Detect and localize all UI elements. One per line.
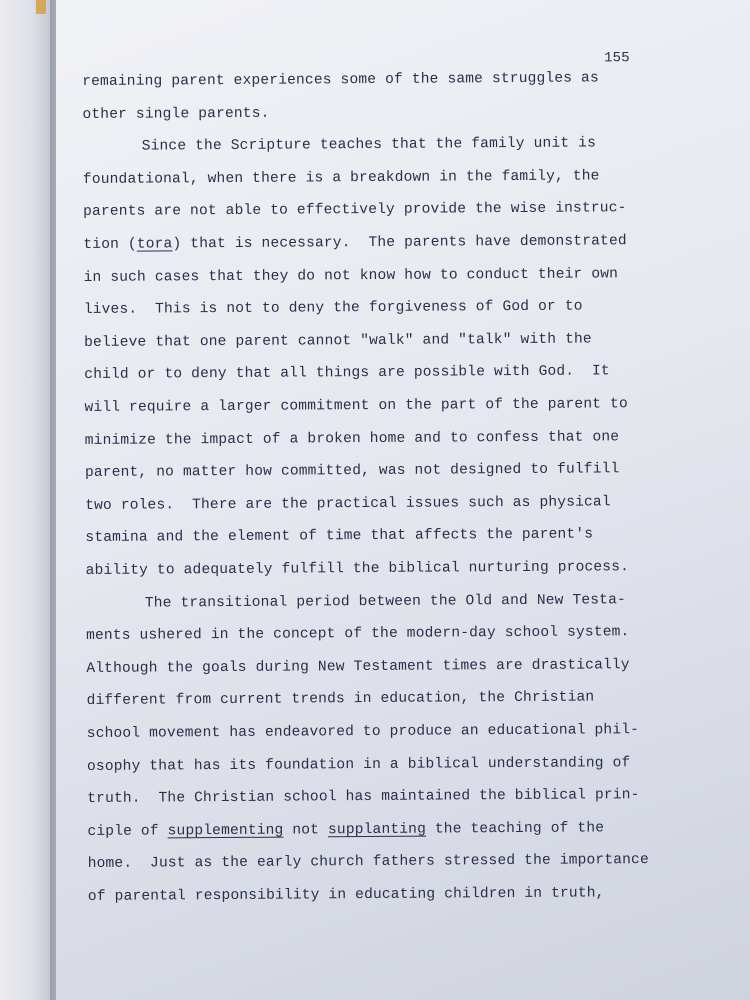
- text-line: home. Just as the early church fathers stressed the importance: [87, 852, 649, 873]
- text-line: foundational, when there is a breakdown in the family, the: [82, 168, 600, 188]
- page-tab-mark: [36, 0, 46, 14]
- text-segment: ciple of: [87, 823, 168, 840]
- text-line: different from current trends in education, the Christian: [86, 689, 595, 710]
- text-line: ability to adequately fulfill the biblical nurturing process.: [85, 559, 630, 579]
- text-segment: ) that is necessary. The parents have demonstrated: [172, 233, 627, 253]
- text-segment: not: [283, 822, 329, 839]
- text-line: [87, 818, 604, 842]
- text-line: osophy that has its foundation in a biblical understanding of: [86, 754, 631, 775]
- text-segment: tion (: [83, 236, 137, 253]
- text-line: The transitional period between the Old and New Testa-: [144, 591, 626, 612]
- text-line: truth. The Christian school has maintained the biblical prin-: [87, 787, 640, 808]
- text-line: will require a larger commitment on the part of the parent to: [84, 396, 628, 416]
- text-line: of parental responsibility in educating children in truth,: [87, 885, 605, 905]
- text-line: minimize the impact of a broken home and to confess that one: [84, 428, 620, 449]
- text-line: Although the goals during New Testament times are drastically: [86, 656, 630, 677]
- text-line: other single parents.: [82, 105, 270, 123]
- text-line: two roles. There are the practical issues such as physical: [85, 494, 611, 514]
- text-line: child or to deny that all things are possible with God. It: [84, 363, 610, 384]
- text-line: ments ushered in the concept of the modern-day school system.: [86, 624, 630, 645]
- text-line: Since the Scripture teaches that the family unit is: [141, 135, 597, 155]
- text-line: school movement has endeavored to produce an educational phil-: [86, 722, 640, 742]
- text-line: lives. This is not to deny the forgiveness of God or to: [83, 298, 583, 319]
- text-line: stamina and the element of time that affects the parent's: [85, 526, 594, 547]
- underlined-term: tora: [136, 236, 173, 253]
- text-line: parents are not able to effectively provide the wise instruc-: [83, 200, 627, 221]
- text-line: in such cases that they do not know how to conduct their own: [83, 265, 619, 286]
- underlined-term: supplanting: [327, 821, 427, 839]
- text-line: [83, 231, 627, 255]
- page-number: 155: [604, 50, 630, 67]
- text-line: remaining parent experiences some of the same struggles as: [82, 70, 599, 90]
- underlined-term: supplementing: [167, 822, 284, 840]
- text-line: parent, no matter how committed, was not designed to fulfill: [84, 461, 620, 482]
- text-segment: the teaching of the: [425, 820, 605, 838]
- text-line: believe that one parent cannot "walk" and "talk" with the: [83, 331, 592, 351]
